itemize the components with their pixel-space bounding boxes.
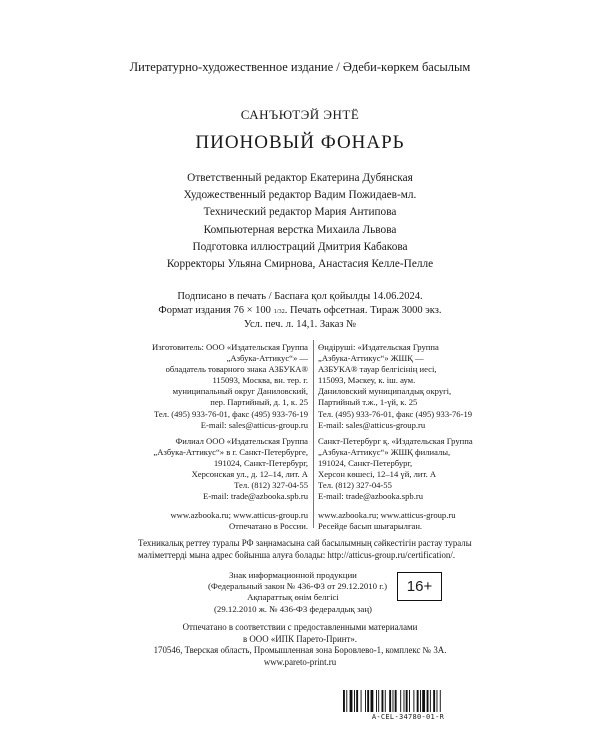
web-kz [318, 510, 518, 532]
printer-line: www.pareto-print.ru [263, 656, 337, 667]
web-ru [125, 510, 308, 532]
edition-type: Литературно-художественное издание / Әдеби-көркем басылым [129, 60, 471, 74]
tech-regulation-line: Техникалық реттеу туралы РФ заңнамасына сай басылымның сәйкестігін растау туралы [138, 538, 472, 548]
manufacturer-ru-line: E-mail: sales@atticus-group.ru [200, 419, 308, 430]
branch-kz-line: Санкт-Петербург қ. «Издательская Группа [318, 436, 473, 446]
manufacturer-kz-line: АЗБУКА® тауар белгісінің иесі, [318, 364, 437, 375]
credit-line: Ответственный редактор Екатерина Дубянская [187, 172, 413, 184]
credit-line: Технический редактор Мария Антипова [203, 206, 397, 219]
branch-ru-line: Херсонская ул., д. 12–14, лит. А [191, 469, 308, 480]
info-sign-line: Ақпараттық өнім белгісі [247, 592, 339, 603]
branch-ru-line: Тел. (812) 327-04-55 [234, 480, 308, 491]
barcode-text: A-CEL-34780-01-R [371, 713, 445, 721]
info-product-sign [208, 570, 387, 615]
branch-ru-line: 191024, Санкт-Петербург, [213, 458, 308, 469]
manufacturer-kz-line: Партийный т.ж., 1-үй, к. 25 [318, 397, 418, 408]
manufacturer-ru-line: 115093, Москва, вн. тер. г. [212, 375, 308, 386]
branch-kz-line: „Азбука-Аттикус“» ЖШҚ филиалы, [318, 447, 451, 458]
age-rating-badge: 16+ [397, 572, 442, 601]
credit-line: Подготовка иллюстраций Дмитрия Кабакова [192, 240, 408, 253]
manufacturer-ru-line: обладатель товарного знака АЗБУКА® [165, 364, 308, 375]
manufacturer-kz-line: Тел. (495) 933-76-01, факс (495) 933-76-19 [318, 408, 473, 419]
credit-line: Компьютерная верстка Михаила Львова [203, 223, 397, 236]
web-ru-line: www.azbooka.ru; www.atticus-group.ru [170, 510, 308, 520]
branch-ru-line: E-mail: trade@azbooka.spb.ru [202, 491, 308, 502]
format-prefix: Формат издания 76 × 100 [158, 304, 274, 316]
manufacturer-ru-line: пер. Партийный, д. 1, к. 25 [210, 397, 308, 408]
column-divider [313, 340, 314, 528]
manufacturer-kz-line: 115093, Мәскеу, к. іш. аум. [318, 375, 416, 386]
info-sign-line: (29.12.2010 ж. № 436-ФЗ федералдық заң) [214, 603, 372, 614]
credit-line: Корректоры Ульяна Смирнова, Анастасия Келле-Пелле [166, 258, 434, 271]
web-ru-line: Отпечатано в России. [228, 521, 308, 532]
manufacturer-ru-line: муниципальный округ Даниловский, [172, 386, 308, 397]
branch-ru [125, 436, 308, 503]
signed-date: Подписано в печать / Баспаға қол қойылды 14.06.2024. [177, 291, 423, 302]
book-author: САНЪЮТЭЙ ЭНТЁ [240, 107, 360, 122]
book-title: ПИОНОВЫЙ ФОНАРЬ [195, 132, 405, 153]
manufacturer-kz [318, 342, 518, 431]
credit-line: Художественный редактор Вадим Пожидаев-мл. [183, 189, 417, 202]
branch-ru-line: „Азбука-Аттикус“» в г. Санкт-Петербурге, [153, 447, 308, 458]
manufacturer-kz-line: Даниловский муниципалдық округі, [318, 386, 452, 397]
info-sign-line: (Федеральный закон № 436-ФЗ от 29.12.2010 г.) [208, 581, 387, 592]
manufacturer-ru-line: Изготовитель: ООО «Издательская Группа [152, 342, 308, 352]
web-kz-line: Ресейде басып шығарылған. [318, 521, 423, 532]
manufacturer-ru [125, 342, 308, 431]
branch-kz-line: Херсон көшесі, 12–14 үй, лит. А [318, 469, 437, 480]
manufacturer-kz-line: E-mail: sales@atticus-group.ru [318, 419, 426, 430]
format-fraction: 1/32 [273, 307, 285, 315]
manufacturer-kz-line: „Азбука-Аттикус“» ЖШҚ — [318, 353, 424, 364]
branch-ru-line: Филиал ООО «Издательская Группа [175, 436, 308, 446]
editorial-credits [0, 170, 600, 273]
printer-line: Отпечатано в соответствии с предоставленными материалами [182, 622, 418, 632]
manufacturer-ru-line: Тел. (495) 933-76-01, факс (495) 933-76-19 [153, 408, 308, 419]
branch-kz-line: Тел. (812) 327-04-55 [318, 480, 392, 491]
tech-regulation-note [138, 538, 478, 561]
printer-line: в ООО «ИПК Парето-Принт». [242, 633, 357, 644]
format-line [0, 304, 600, 319]
branch-kz [318, 436, 518, 503]
branch-kz-line: E-mail: trade@azbooka.spb.ru [318, 491, 424, 502]
printer-info [0, 622, 600, 668]
barcode-image [343, 690, 473, 712]
sheets-line: Усл. печ. л. 14,1. Заказ № [243, 319, 357, 330]
manufacturer-ru-line: „Азбука-Аттикус“» — [226, 353, 308, 364]
info-sign-line: Знак информационной продукции [229, 570, 357, 580]
printer-line: 170546, Тверская область, Промышленная зона Боровлево-1, комплекс № 3А. [153, 645, 447, 656]
tech-regulation-line: мәліметтерді мына адрес бойынша алуға болады: http://atticus-group.ru/certification/. [138, 549, 456, 560]
branch-kz-line: 191024, Санкт-Петербург, [318, 458, 413, 469]
manufacturer-kz-line: Өндіруші: «Издательская Группа [318, 342, 439, 352]
web-kz-line: www.azbooka.ru; www.atticus-group.ru [318, 510, 456, 520]
format-suffix: . Печать офсетная. Тираж 3000 экз. [284, 304, 442, 316]
print-info [0, 290, 600, 332]
